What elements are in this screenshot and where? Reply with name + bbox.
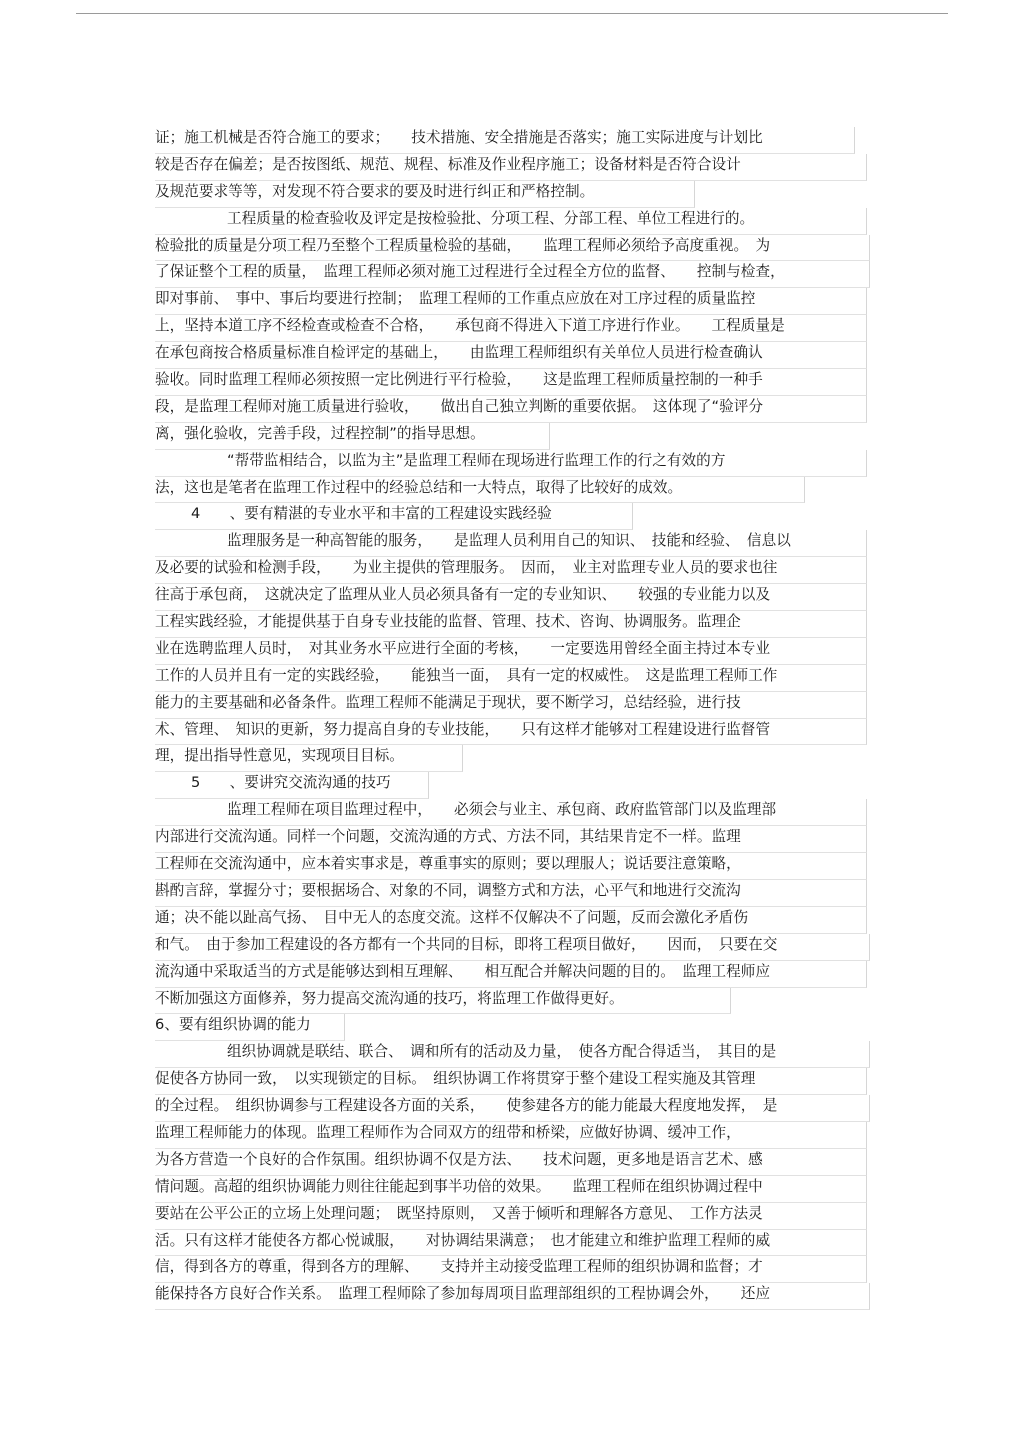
text-line: 要站在公平公正的立场上处理问题； 既坚持原则， 又善于倾听和理解各方意见、 工作方法灵 bbox=[155, 1203, 867, 1230]
text-line: 离，强化验收，完善手段，过程控制”的指导思想。 bbox=[155, 423, 550, 450]
text-line: 信，得到各方的尊重，得到各方的理解、 支持并主动接受监理工程师的组织协调和监督；才 bbox=[155, 1256, 867, 1283]
text-line: 及必要的试验和检测手段， 为业主提供的管理服务。 因而， 业主对监理专业人员的要求也往 bbox=[155, 557, 867, 584]
text-line: 工程师在交流沟通中，应本着实事求是，尊重事实的原则；要以理服人；说话要注意策略， bbox=[155, 853, 867, 880]
text-line: 及规范要求等等，对发现不符合要求的要及时进行纠正和严格控制。 bbox=[155, 181, 695, 208]
text-line: 了保证整个工程的质量， 监理工程师必须对施工过程进行全过程全方位的监督、 控制与检查， bbox=[155, 261, 870, 288]
text-line: 流沟通中采取适当的方式是能够达到相互理解、 相互配合并解决问题的目的。 监理工程师应 bbox=[155, 961, 867, 988]
text-line: 在承包商按合格质量标准自检评定的基础上， 由监理工程师组织有关单位人员进行检查确认 bbox=[155, 342, 867, 369]
text-line: 工程质量的检查验收及评定是按检验批、分项工程、分部工程、单位工程进行的。 bbox=[155, 208, 867, 235]
text-line: 6、要有组织协调的能力 bbox=[155, 1014, 345, 1041]
text-line: 往高于承包商， 这就决定了监理从业人员必须具备有一定的专业知识、 较强的专业能力以及 bbox=[155, 584, 867, 611]
text-line: 监理服务是一种高智能的服务， 是监理人员利用自己的知识、 技能和经验、 信息以 bbox=[155, 530, 867, 557]
text-line: 能力的主要基础和必备条件。监理工程师不能满足于现状，要不断学习，总结经验，进行技 bbox=[155, 692, 867, 719]
text-line: 斟酌言辞，掌握分寸；要根据场合、对象的不同，调整方式和方法，心平气和地进行交流沟 bbox=[155, 880, 867, 907]
text-line: 业在选聘监理人员时， 对其业务水平应进行全面的考核， 一定要选用曾经全面主持过本专业 bbox=[155, 638, 867, 665]
text-line: 检验批的质量是分项工程乃至整个工程质量检验的基础， 监理工程师必须给予高度重视。 为 bbox=[155, 235, 870, 262]
text-line: 组织协调就是联结、联合、 调和所有的活动及力量， 使各方配合得适当， 其目的是 bbox=[155, 1041, 870, 1068]
text-line: 4 、要有精湛的专业水平和丰富的工程建设实践经验 bbox=[155, 503, 633, 530]
text-line: 监理工程师在项目监理过程中， 必须会与业主、承包商、政府监管部门以及监理部 bbox=[155, 799, 867, 826]
text-line: 能保持各方良好合作关系。 监理工程师除了参加每周项目监理部组织的工程协调会外， 还应 bbox=[155, 1283, 870, 1310]
header-rule bbox=[76, 13, 948, 14]
text-line: 术、管理、 知识的更新，努力提高自身的专业技能， 只有这样才能够对工程建设进行监督管 bbox=[155, 719, 867, 746]
text-line: 验收。同时监理工程师必须按照一定比例进行平行检验， 这是监理工程师质量控制的一种手 bbox=[155, 369, 867, 396]
text-line: 通；决不能以趾高气扬、 目中无人的态度交流。这样不仅解决不了问题，反而会激化矛盾伤 bbox=[155, 907, 867, 934]
text-line: 的全过程。 组织协调参与工程建设各方面的关系， 使参建各方的能力能最大程度地发挥， 是 bbox=[155, 1095, 870, 1122]
text-line: 段，是监理工程师对施工质量进行验收， 做出自己独立判断的重要依据。 这体现了“验评分 bbox=[155, 396, 867, 423]
text-line: 理，提出指导性意见，实现项目目标。 bbox=[155, 745, 463, 772]
text-line: 工作的人员并且有一定的实践经验， 能独当一面， 具有一定的权威性。 这是监理工程师工作 bbox=[155, 665, 867, 692]
text-line: 法，这也是笔者在监理工作过程中的经验总结和一大特点，取得了比较好的成效。 bbox=[155, 477, 805, 504]
text-line: 和气。 由于参加工程建设的各方都有一个共同的目标，即将工程项目做好， 因而， 只要在交 bbox=[155, 934, 870, 961]
text-line: 不断加强这方面修养，努力提高交流沟通的技巧，将监理工作做得更好。 bbox=[155, 988, 731, 1015]
text-line: 较是否存在偏差；是否按图纸、规范、规程、标准及作业程序施工；设备材料是否符合设计 bbox=[155, 154, 867, 181]
text-line: 活。只有这样才能使各方都心悦诚服， 对协调结果满意； 也才能建立和维护监理工程师的威 bbox=[155, 1230, 867, 1257]
text-line: 为各方营造一个良好的合作氛围。组织协调不仅是方法、 技术问题，更多地是语言艺术、感 bbox=[155, 1149, 867, 1176]
text-line: 5 、要讲究交流沟通的技巧 bbox=[155, 772, 429, 799]
text-line: 监理工程师能力的体现。监理工程师作为合同双方的纽带和桥梁，应做好协调、缓冲工作， bbox=[155, 1122, 867, 1149]
text-line: 促使各方协同一致， 以实现锁定的目标。 组织协调工作将贯穿于整个建设工程实施及其管理 bbox=[155, 1068, 867, 1095]
text-line: 情问题。高超的组织协调能力则往往能起到事半功倍的效果。 监理工程师在组织协调过程中 bbox=[155, 1176, 867, 1203]
text-line: “帮带监相结合，以监为主”是监理工程师在现场进行监理工作的行之有效的方 bbox=[155, 450, 867, 477]
text-line: 证；施工机械是否符合施工的要求； 技术措施、安全措施是否落实；施工实际进度与计划比 bbox=[155, 127, 855, 154]
text-line: 即对事前、 事中、事后均要进行控制； 监理工程师的工作重点应放在对工序过程的质量监控 bbox=[155, 288, 867, 315]
text-line: 内部进行交流沟通。同样一个问题，交流沟通的方式、方法不同，其结果肯定不一样。监理 bbox=[155, 826, 867, 853]
document-body bbox=[155, 127, 870, 1310]
text-line: 上，坚持本道工序不经检查或检查不合格， 承包商不得进入下道工序进行作业。 工程质量是 bbox=[155, 315, 867, 342]
text-line: 工程实践经验，才能提供基于自身专业技能的监督、管理、技术、咨询、协调服务。监理企 bbox=[155, 611, 867, 638]
